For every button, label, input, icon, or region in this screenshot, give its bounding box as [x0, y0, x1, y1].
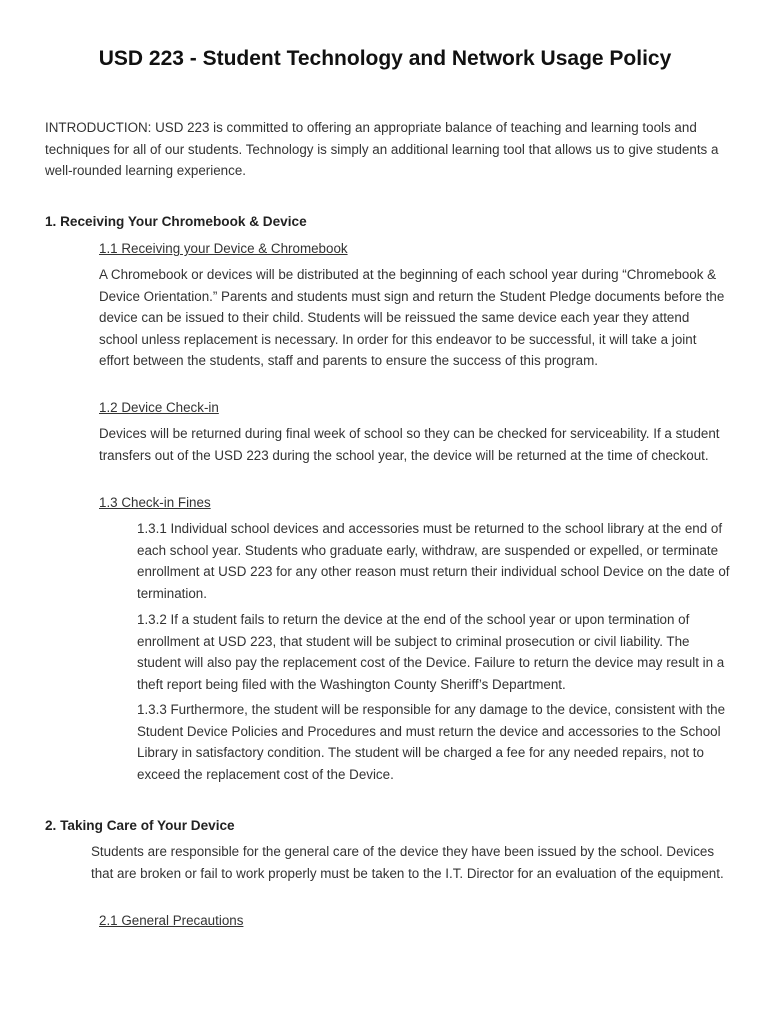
subsection-1-1-title: 1.1 Receiving your Device & Chromebook — [99, 241, 348, 256]
subsection-1-2-title: 1.2 Device Check-in — [99, 400, 219, 415]
subsection-2-1-title: 2.1 General Precautions — [99, 913, 244, 928]
subsection-1-1-body: A Chromebook or devices will be distributed at the beginning of each school year during “Chromebook & Device Orientation.” Parents and students must sign and return the Student Pledge documents before the device can be issued to their child. Students will be reissued the same device each year they attend school unless replacement is necessary. In order for this endeavor to be successful, it will take a joint effort between the students, staff and parents to ensure the success of this program. — [99, 267, 725, 369]
section-2-body: Students are responsible for the general care of the device they have been issued by the school. Devices that are broken or fail to work properly must be taken to the I.T. Director for an evaluation of the equipment. — [91, 844, 724, 881]
introduction-paragraph: INTRODUCTION: USD 223 is committed to offering an appropriate balance of teaching and learning tools and techniques for all of our students. Technology is simply an additional learning tool that allows us to give students a well-rounded learning experience. — [45, 120, 719, 179]
section-2-heading: 2. Taking Care of Your Device — [45, 818, 235, 833]
subsection-1-3-title: 1.3 Check-in Fines — [99, 495, 211, 510]
section-1-heading: 1. Receiving Your Chromebook & Device — [45, 214, 307, 229]
page-title: USD 223 - Student Technology and Network Usage Policy — [98, 47, 672, 70]
subsection-1-2-body: Devices will be returned during final week of school so they can be checked for serviceability. If a student transfers out of the USD 223 during the school year, the device will be returned at the time of checkout. — [99, 426, 720, 463]
subsection-1-3-3-body: 1.3.3 Furthermore, the student will be responsible for any damage to the device, consistent with the Student Device Policies and Procedures and must return the device and accessories to the School Library in satisfactory condition. The student will be charged a fee for any needed repairs, not to exceed the replacement cost of the Device. — [137, 702, 726, 782]
subsection-1-3-2-body: 1.3.2 If a student fails to return the device at the end of the school year or upon termination of enrollment at USD 223, that student will be subject to criminal prosecution or civil liability. The student will also pay the replacement cost of the Device. Failure to return the device may result in a theft report being filed with the Washington County Sheriff’s Department. — [137, 612, 725, 692]
subsection-1-3-1-body: 1.3.1 Individual school devices and accessories must be returned to the school library at the end of each school year. Students who graduate early, withdraw, are suspended or expelled, or terminate enrollment at USD 223 for any other reason must return their individual school Device on the date of termination. — [137, 521, 730, 601]
